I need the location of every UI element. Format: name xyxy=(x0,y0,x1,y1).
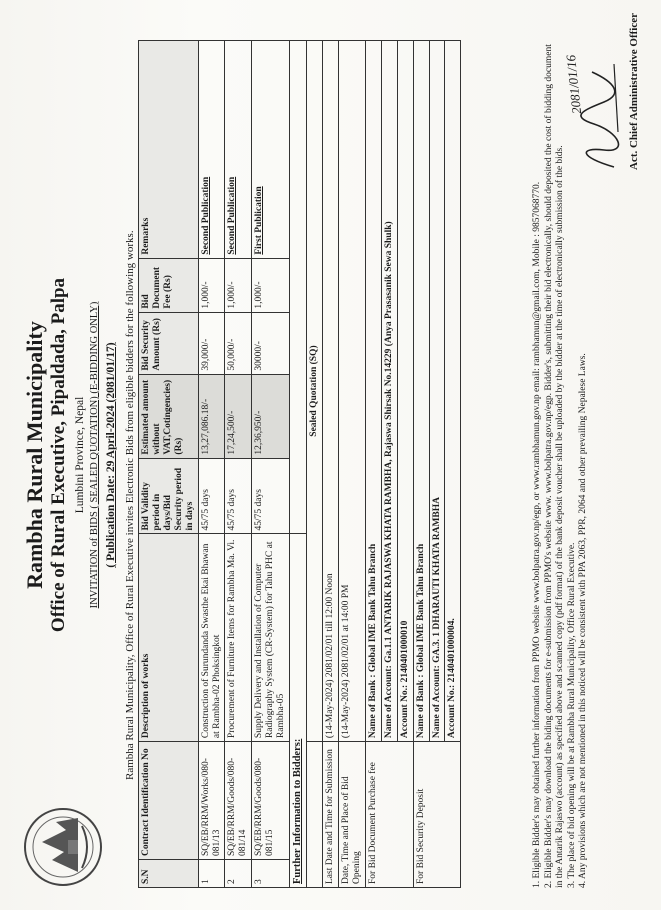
note-item: 4. Any provisions which are not mentioned in this noticed will be consistent with PPA 2063, PPR, 2064 and other prevailing Nepalese Laws. xyxy=(578,353,589,888)
cell-remarks: First Publication xyxy=(252,41,290,259)
table-row xyxy=(225,41,252,888)
cell-security: 39,000/- xyxy=(198,312,225,374)
sealed-row xyxy=(307,41,323,888)
header-validity: Bid Validity period in days/Bid Security period in days xyxy=(139,458,199,534)
cell-contract: SQ/EB/RRM/Goods/080-081/14 xyxy=(225,742,252,860)
fee-row xyxy=(365,41,381,888)
security-account-no: Account No.: 2140401000004. xyxy=(445,41,461,742)
header-description: Description of works xyxy=(139,534,199,742)
cell-validity: 45/75 days xyxy=(252,458,290,534)
cell-estimated: 13,27,086.18/- xyxy=(198,374,225,458)
submission-value: (14-May-2024) 2081/02/01 till 12:00 Noon xyxy=(323,41,339,742)
security-account-name: Name of Account: GA.3. 1 DHARAUTI KHATA RAMBHA xyxy=(429,41,445,742)
header-sn: S.N xyxy=(139,860,199,888)
municipality-title: Rambha Rural Municipality xyxy=(22,321,47,589)
further-info-row xyxy=(290,41,307,888)
cell-estimated: 17,24,500/- xyxy=(225,374,252,458)
sealed-quotation-label: Sealed Quotation (SQ) xyxy=(307,41,323,742)
submission-row xyxy=(323,41,339,888)
table-row xyxy=(198,41,225,888)
fee-bank: Name of Bank : Global IME Bank Tahu Branch xyxy=(365,41,381,742)
cell-remarks: Second Publication xyxy=(198,41,225,259)
cell-fee: 1,000/- xyxy=(225,258,252,312)
fee-account-name: Name of Account: Ga.1.1 ANTARIK RAJASWA KHATA RAMBHA, Rajaswa Shirsak No.14229 (Anya Prasasanik Sewa Shulk) xyxy=(381,41,397,742)
cell-validity: 45/75 days xyxy=(198,458,225,534)
security-label: For Bid Security Deposit xyxy=(413,742,461,888)
cell-sn: 3 xyxy=(252,860,290,888)
cell-security: 50,000/- xyxy=(225,312,252,374)
table-header-row xyxy=(139,41,199,888)
bid-table xyxy=(138,40,461,888)
fee-account-no: Account No.: 2140401000010 xyxy=(397,41,413,742)
opening-row xyxy=(338,41,365,888)
header-security: Bid Security Amount (Rs) xyxy=(139,312,199,374)
further-info-title: Further Information to Bidders: xyxy=(290,534,307,888)
cell-security: 30000/- xyxy=(252,312,290,374)
officer-title: Act. Chief Administrative Officer xyxy=(628,12,640,170)
cell-fee: 1,000/- xyxy=(252,258,290,312)
signature-date: 2081/01/16 xyxy=(562,54,585,115)
cell-contract: SQ/EB/RRM/Works/080-081/13 xyxy=(198,742,225,860)
cell-description: Procurement of Furniture Items for Rambha Ma. Vi. xyxy=(225,534,252,742)
header-estimated: Estimated amount without VAT,Cotingencies) (Rs) xyxy=(139,374,199,458)
note-item: 3. The place of bid opening will be at Rambha Rural Municipality, Office Rural Executive. xyxy=(566,542,577,888)
fee-label: For Bid Document Purchase fee xyxy=(365,742,413,888)
security-bank: Name of Bank : Global IME Bank Tahu Branch xyxy=(413,41,429,742)
security-row xyxy=(413,41,429,888)
cell-validity: 45/75 days xyxy=(225,458,252,534)
invitation-line: INVITATION of BIDS ( SEALED QUOTATION) (E-BIDDING ONLY) xyxy=(89,301,100,609)
office-title: Office of Rural Executive, Pipaldada, Palpa xyxy=(48,277,69,633)
submission-label: Last Date and Time for Submission xyxy=(323,742,339,888)
note-item: 2. Eligible Bidder's may download the biding documents for e-submission from PPMO's website www. www.bolpatra.gov.np/egp. Bidder's, submitting their bid electronically, should deposited the cost of bidding document in the Antarik Rajaswo (account) as specified above and scanned copy (pdf format) of the bank deposit voucher shall be uploaded by the bidder at the time of electronically submission of the bids. xyxy=(543,44,566,888)
cell-remarks: Second Publication xyxy=(225,41,252,259)
cell-estimated: 12,36,950/- xyxy=(252,374,290,458)
header-fee: Bid Document Fee (Rs) xyxy=(139,258,199,312)
cell-sn: 2 xyxy=(225,860,252,888)
table-row xyxy=(252,41,290,888)
publication-date: ( Publication Date: 29 April-2024 (2081/01/17) xyxy=(105,342,117,568)
note-item: 1. Eligible Bidder's may obtained further information from PPMO website www.bolpatra.gov.np/egp, or www.rambhamun.gov.np email: rambhamun@gmail.com, Mobile : 9857068770. xyxy=(532,181,542,888)
cell-fee: 1,000/- xyxy=(198,258,225,312)
opening-value: (14-May-2024) 2081/02/01 at 14:00 PM xyxy=(338,41,365,742)
intro-text: Rambha Rural Municipality, Office of Rural Executive invites Electronic Bids from eligible bidders for the following works. xyxy=(124,230,136,780)
header-contract: Contract Identification No xyxy=(139,742,199,860)
cell-contract: SQ/EB/RRM/Goods/080-081/15 xyxy=(252,742,290,860)
cell-description: Supply Delivery and Installation of Computer Radiography System (CR-System) for Tahu PHC at Rambha-05 xyxy=(252,534,290,742)
province-line: Lumbini Province, Nepal xyxy=(74,396,86,514)
header-remarks: Remarks xyxy=(139,41,199,259)
opening-label: Date, Time and Place of Bid Opening xyxy=(338,742,365,888)
cell-sn: 1 xyxy=(198,860,225,888)
cell-description: Construction of Surundanda Swasthe Ekai Bhawan at Rambha-02 Phoksingkot xyxy=(198,534,225,742)
